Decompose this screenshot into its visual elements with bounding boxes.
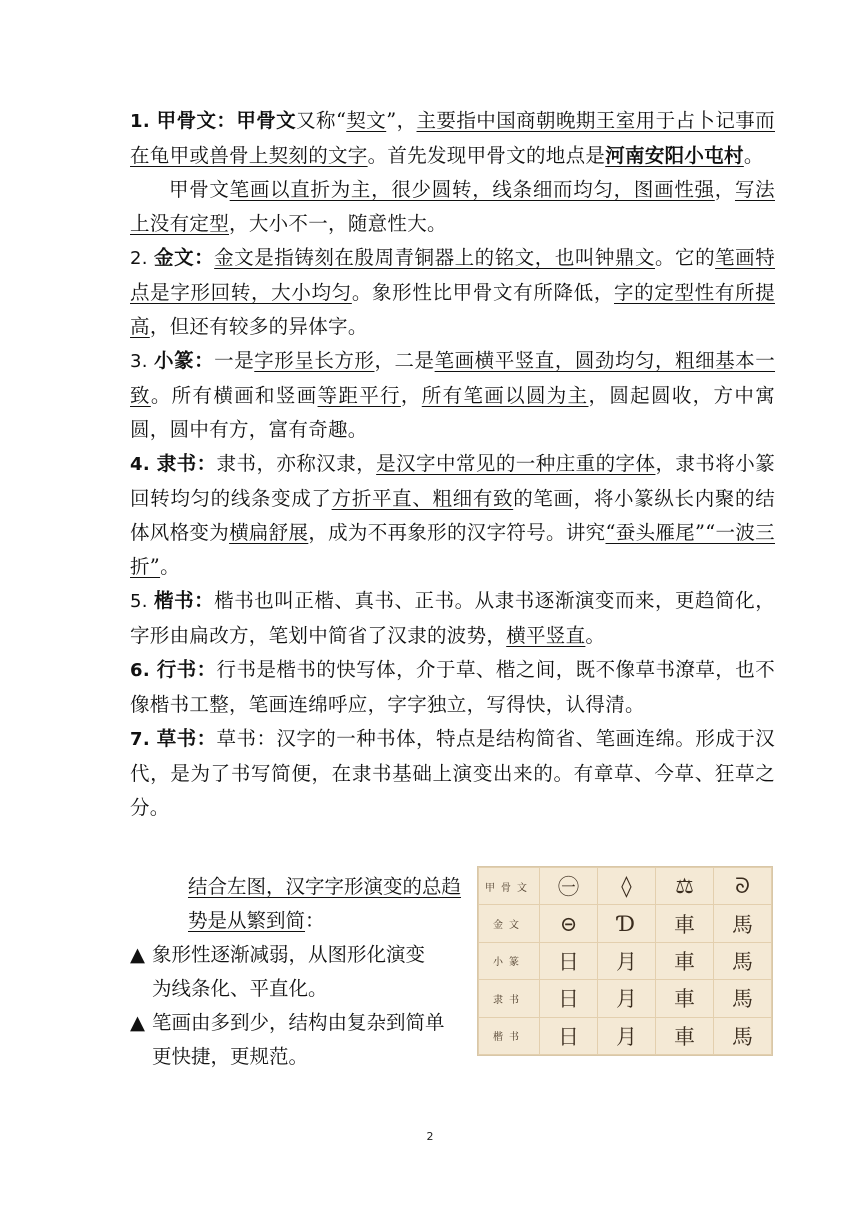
- section-number: 6.: [130, 660, 157, 681]
- section-kaishu: [130, 584, 775, 653]
- bullet-text: 笔画由多到少，结构由复杂到简单: [152, 1011, 445, 1034]
- underlined-text: 是汉字中常见的一种庄重的字体: [376, 452, 656, 475]
- underlined-text: 所有笔画以圆为主: [421, 384, 589, 407]
- main-text: [130, 104, 775, 825]
- page-number: 2: [426, 1130, 434, 1143]
- underlined-text: 写法上没有定型: [130, 178, 775, 235]
- text: ，: [400, 384, 422, 407]
- section-title: 隶书：: [156, 452, 217, 475]
- script-glyph: ⊝: [540, 905, 598, 942]
- underlined-text: 方折平直、粗细有致: [331, 487, 514, 510]
- text: 。: [160, 555, 180, 578]
- section-title: 金文：: [154, 246, 215, 269]
- underlined-text: 等距平行: [317, 384, 401, 407]
- bullet-item: [130, 1006, 470, 1040]
- script-row: [479, 1017, 772, 1054]
- underlined-text: 笔画横平竖直，圆劲均匀，粗细基本一致: [130, 349, 776, 407]
- script-glyph: 馬: [714, 942, 772, 979]
- script-glyph: ⚖: [656, 868, 714, 905]
- script-glyph: 月: [598, 1017, 656, 1054]
- text: 。所有横画和竖画: [150, 384, 318, 407]
- section-jinwen: [130, 241, 775, 344]
- script-evolution-table: [478, 867, 772, 1055]
- text: 。首先发现甲骨文的地点是: [367, 144, 606, 167]
- underlined-text: 字的定型性有所提高: [130, 281, 775, 338]
- underlined-text: 结合左图，汉字字形演变的总趋势是从繁到简: [188, 875, 462, 932]
- section-caoshu: [130, 722, 775, 825]
- section-number: 4.: [130, 454, 157, 475]
- text: 行书是楷书的快写体，介于草、楷之间，既不像草书潦草，也不像楷书工整，笔画连绵呼应，字字独立，写得快，认得清。: [130, 658, 776, 716]
- section-title: 小篆：: [154, 349, 215, 372]
- section-number: 7.: [130, 729, 157, 750]
- section-title: 行书：: [156, 658, 217, 681]
- summary-block: [130, 870, 470, 1074]
- script-glyph: 月: [598, 942, 656, 979]
- underlined-text: 金文是指铸刻在殷周青铜器上的铭文，也叫钟鼎文: [214, 246, 656, 269]
- script-row-label: 甲骨文: [479, 868, 540, 905]
- section-number: 5.: [130, 591, 155, 612]
- script-glyph: ◊: [598, 868, 656, 905]
- underlined-text: 横扁舒展: [229, 521, 309, 544]
- script-glyph: 車: [656, 1017, 714, 1054]
- triangle-icon: ▲: [130, 1011, 145, 1034]
- triangle-icon: ▲: [130, 943, 145, 966]
- script-row: [479, 942, 772, 979]
- script-row: [479, 980, 772, 1017]
- text: 甲骨文: [169, 178, 230, 201]
- text: ，大小不一，随意性大。: [229, 212, 447, 235]
- section-xingshu: [130, 653, 775, 722]
- script-glyph: 馬: [714, 980, 772, 1017]
- script-row: [479, 868, 772, 905]
- underlined-bold-text: 河南安阳小屯村: [605, 144, 744, 167]
- script-row: [479, 905, 772, 942]
- section-number: 1.: [130, 111, 157, 132]
- text: 隶书，亦称汉隶，: [216, 452, 377, 475]
- section-jiagu-feature: [130, 173, 775, 241]
- text: 楷书也叫正楷、真书、正书。从隶书逐渐演变而来，更趋简化，字形由扁改方，笔划中简省了汉隶的波势，: [130, 589, 776, 647]
- underlined-text: 笔画特点是字形回转，大小均匀: [130, 246, 776, 304]
- script-glyph: 日: [540, 980, 598, 1017]
- script-glyph: 日: [540, 942, 598, 979]
- text: ，成为不再象形的汉字符号。讲究: [308, 521, 606, 544]
- underlined-text: “蚕头雁尾”“一波三折”: [130, 521, 775, 578]
- underlined-text: 契文: [346, 109, 387, 132]
- text: 。它的: [655, 246, 716, 269]
- section-lishu: [130, 447, 775, 584]
- script-row-label: 楷书: [479, 1017, 540, 1054]
- script-evolution-figure: [477, 866, 773, 1056]
- section-title: 草书：: [156, 727, 217, 750]
- section-title: 甲骨文：: [156, 109, 237, 132]
- script-glyph: Ɗ: [598, 905, 656, 942]
- bullet-text: 更快捷，更规范。: [152, 1045, 309, 1068]
- text: 。象形性比甲骨文有所降低，: [351, 281, 615, 304]
- term: 甲骨文: [236, 109, 297, 132]
- script-glyph: 馬: [714, 905, 772, 942]
- text: 。: [743, 144, 764, 167]
- text: ，隶书将小篆回转均匀的线条变成了: [130, 452, 776, 510]
- section-number: 3.: [130, 351, 155, 372]
- script-row-label: 小篆: [479, 942, 540, 979]
- text: 。: [585, 624, 606, 647]
- bullet-text: 象形性逐渐减弱，从图形化演变: [152, 943, 426, 966]
- summary-text: [130, 870, 470, 938]
- text: 草书：汉字的一种书体，特点是结构简省、笔画连绵。形成于汉代，是为了书写简便，在隶书基础上演变出来的。有章草、今草、狂草之分。: [130, 727, 776, 819]
- script-glyph: ᘐ: [714, 868, 772, 905]
- text: ”，: [386, 109, 417, 132]
- script-glyph: 車: [656, 942, 714, 979]
- section-title: 楷书：: [154, 589, 215, 612]
- script-row-label: 金文: [479, 905, 540, 942]
- script-glyph: 車: [656, 905, 714, 942]
- text: ：: [305, 909, 325, 932]
- text: 又称“: [296, 109, 347, 132]
- script-glyph: 日: [540, 1017, 598, 1054]
- section-number: 2.: [130, 248, 155, 269]
- underlined-text: 笔画以直折为主，很少圆转，线条细而均匀，图画性强: [229, 178, 715, 201]
- text: 的笔画，将小篆纵长内聚的结体风格变为: [130, 487, 775, 544]
- text: 一是: [214, 349, 255, 372]
- bullet-text: 为线条化、平直化。: [152, 977, 328, 1000]
- underlined-text: 横平竖直: [506, 624, 586, 647]
- text: ，二是: [374, 349, 435, 372]
- script-row-label: 隶书: [479, 980, 540, 1017]
- section-xiaozhuan: [130, 344, 775, 447]
- script-glyph: 車: [656, 980, 714, 1017]
- script-glyph: ㊀: [540, 868, 598, 905]
- section-jiagu: [130, 104, 775, 173]
- script-glyph: 馬: [714, 1017, 772, 1054]
- script-glyph: 月: [598, 980, 656, 1017]
- text: ，但还有较多的异体字。: [149, 315, 368, 338]
- underlined-text: 主要指中国商朝晚期王室用于占卜记事而在龟甲或兽骨上契刻的文字: [130, 109, 775, 167]
- underlined-text: 字形呈长方形: [254, 349, 375, 372]
- text: ，: [714, 178, 735, 201]
- text: ，圆起圆收，方中寓圆，圆中有方，富有奇趣。: [130, 384, 775, 441]
- bullet-item: [130, 938, 470, 972]
